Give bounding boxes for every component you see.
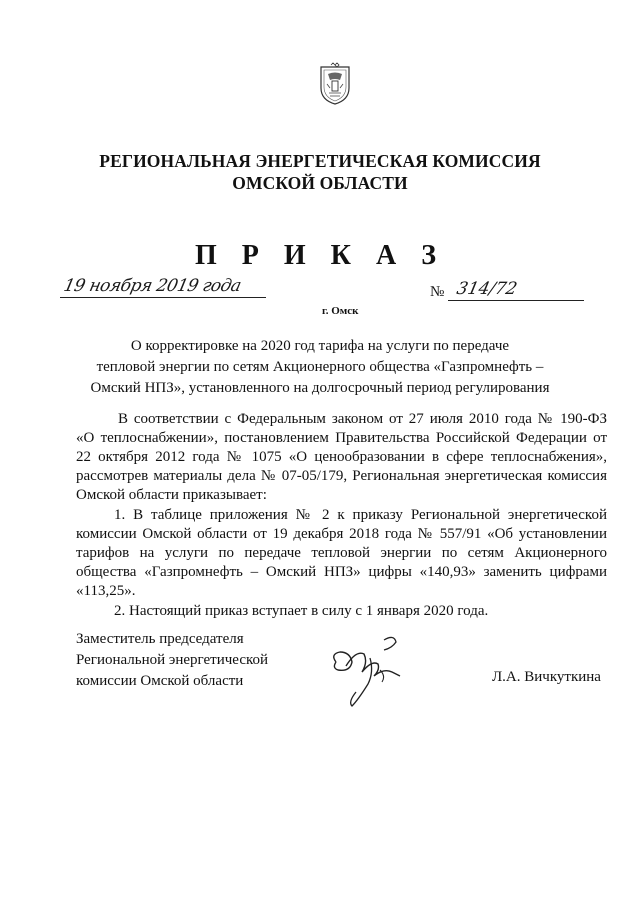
body-paragraph-line: «О теплоснабжении», постановлением Правительства Российской Федерации от [76,430,607,446]
body-paragraph-line: В соответствии с Федеральным законом от 27 июля 2010 года № 190-ФЗ [118,411,607,427]
number-label: № [430,284,445,300]
subject-line: О корректировке на 2020 год тарифа на услуги по передаче [130,338,510,354]
body-paragraph-line: общества «Газпромнефть – Омский НПЗ» цифры «140,93» заменить цифрами [76,564,607,580]
signatory-role-line: Заместитель председателя [76,631,244,647]
signatory-name: Л.А. Вичкуткина [492,669,601,685]
body-paragraph-line: 1. В таблице приложения № 2 к приказу Региональной энергетической [114,507,607,523]
body-paragraph-line: тарифов на услуги по передаче тепловой энергии по сетям Акционерного [76,545,607,561]
handwritten-number: 314/72 [454,279,519,299]
signatory-role-line: Региональной энергетической [76,652,269,668]
body-paragraph-line: «113,25». [76,583,136,599]
handwritten-signature [322,632,412,712]
body-paragraph-line: Омской области приказывает: [76,487,267,503]
subject-line: тепловой энергии по сетям Акционерного общества «Газпромнефть – [96,359,544,375]
body-paragraph-line: 2. Настоящий приказ вступает в силу с 1 января 2020 года. [114,603,489,619]
coat-of-arms-icon [318,62,352,106]
body-paragraph-line: рассмотрев материалы дела № 07-05/179, Региональная энергетическая комиссия [76,468,607,484]
date-underline [60,297,266,298]
body-paragraph-line: 22 октября 2012 года № 1075 «О ценообразовании в сфере теплоснабжения», [76,449,607,465]
city-label: г. Омск [322,305,359,317]
handwritten-date: 19 ноября 2019 года [61,276,243,296]
document-type-title: П Р И К А З [195,240,445,271]
organization-name-line1: РЕГИОНАЛЬНАЯ ЭНЕРГЕТИЧЕСКАЯ КОМИССИЯ [99,151,541,171]
subject-line: Омский НПЗ», установленного на долгосрочный период регулирования [90,380,550,396]
organization-name-line2: ОМСКОЙ ОБЛАСТИ [232,173,408,193]
number-underline [448,300,584,301]
signatory-role-line: комиссии Омской области [76,673,244,689]
body-paragraph-line: комиссии Омской области от 19 декабря 2018 года № 557/91 «Об установлении [76,526,607,542]
